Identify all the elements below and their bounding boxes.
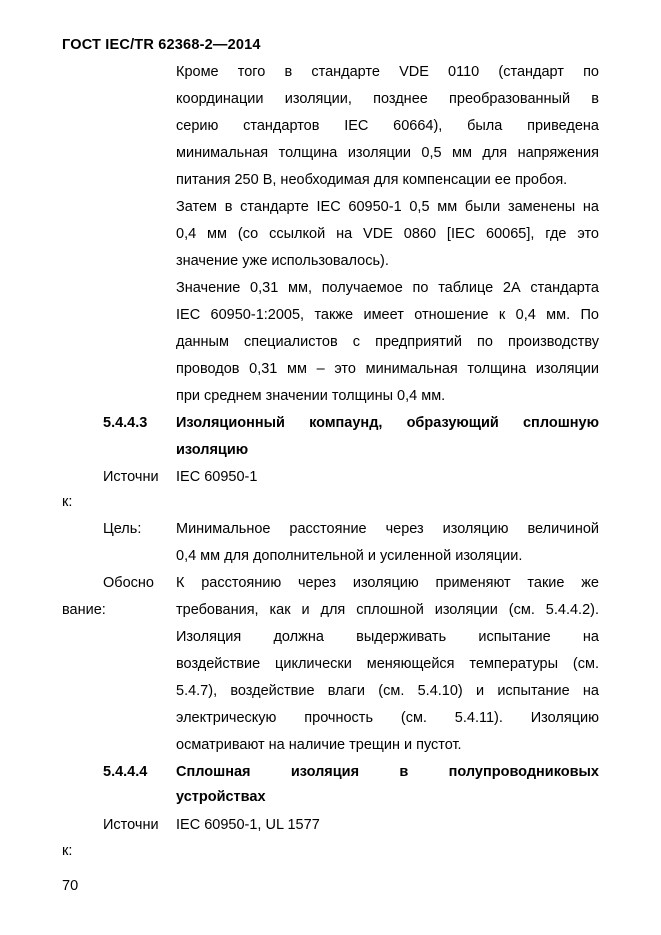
rationale-text: 5.4.7), воздействие влаги (см. 5.4.10) и испытание на: [176, 683, 599, 699]
para-line: проводов 0,31 мм – это минимальная толщина изоляции: [176, 361, 599, 377]
para-line: Кроме того в стандарте VDE 0110 (стандарт по: [176, 64, 599, 80]
goal-text: 0,4 мм для дополнительной и усиленной изоляции.: [176, 548, 523, 564]
para-line: координации изоляции, позднее преобразованный в: [176, 91, 599, 107]
section-title: устройствах: [176, 789, 266, 805]
goal-label: Цель:: [103, 521, 142, 537]
source-value: IEC 60950-1, UL 1577: [176, 817, 320, 833]
para-line: серию стандартов IEC 60664), была приведена: [176, 118, 599, 134]
source-label: Источни: [103, 469, 159, 485]
source-label-cont: к:: [62, 494, 73, 510]
page-number: 70: [62, 878, 79, 894]
para-line: минимальная толщина изоляции 0,5 мм для напряжения: [176, 145, 599, 161]
rationale-text: К расстоянию через изоляцию применяют такие же: [176, 575, 599, 591]
source-value: IEC 60950-1: [176, 469, 258, 485]
para-line: данным специалистов с предприятий по производству: [176, 334, 599, 350]
section-title: Изоляционный компаунд, образующий сплошную: [176, 415, 599, 431]
section-title: Сплошная изоляция в полупроводниковых: [176, 764, 599, 780]
section-number: 5.4.4.4: [103, 764, 148, 780]
para-line: питания 250 В, необходимая для компенсации ее пробоя.: [176, 172, 568, 188]
rationale-text: требования, как и для сплошной изоляции (см. 5.4.4.2).: [176, 602, 599, 618]
rationale-label: Обосно: [103, 575, 154, 591]
rationale-text: осматривают на наличие трещин и пустот.: [176, 737, 462, 753]
rationale-label-cont: вание:: [62, 602, 106, 618]
rationale-text: воздействие циклически меняющейся температуры (см.: [176, 656, 599, 672]
para-line: IEC 60950-1:2005, также имеет отношение к 0,4 мм. По: [176, 307, 599, 323]
para-line: Значение 0,31 мм, получаемое по таблице 2А стандарта: [176, 280, 599, 296]
para-line: 0,4 мм (со ссылкой на VDE 0860 [IEC 60065], где это: [176, 226, 599, 242]
source-label-cont: к:: [62, 843, 73, 859]
section-title: изоляцию: [176, 442, 249, 458]
rationale-text: Изоляция должна выдерживать испытание на: [176, 629, 599, 645]
para-line: Затем в стандарте IEC 60950-1 0,5 мм были заменены на: [176, 199, 599, 215]
section-number: 5.4.4.3: [103, 415, 148, 431]
para-line: значение уже использовалось).: [176, 253, 389, 269]
para-line: при среднем значении толщины 0,4 мм.: [176, 388, 446, 404]
goal-text: Минимальное расстояние через изоляцию величиной: [176, 521, 599, 537]
document-header: ГОСТ IEC/TR 62368-2—2014: [62, 37, 261, 53]
source-label: Источни: [103, 817, 159, 833]
rationale-text: электрическую прочность (см. 5.4.11). Изоляцию: [176, 710, 599, 726]
